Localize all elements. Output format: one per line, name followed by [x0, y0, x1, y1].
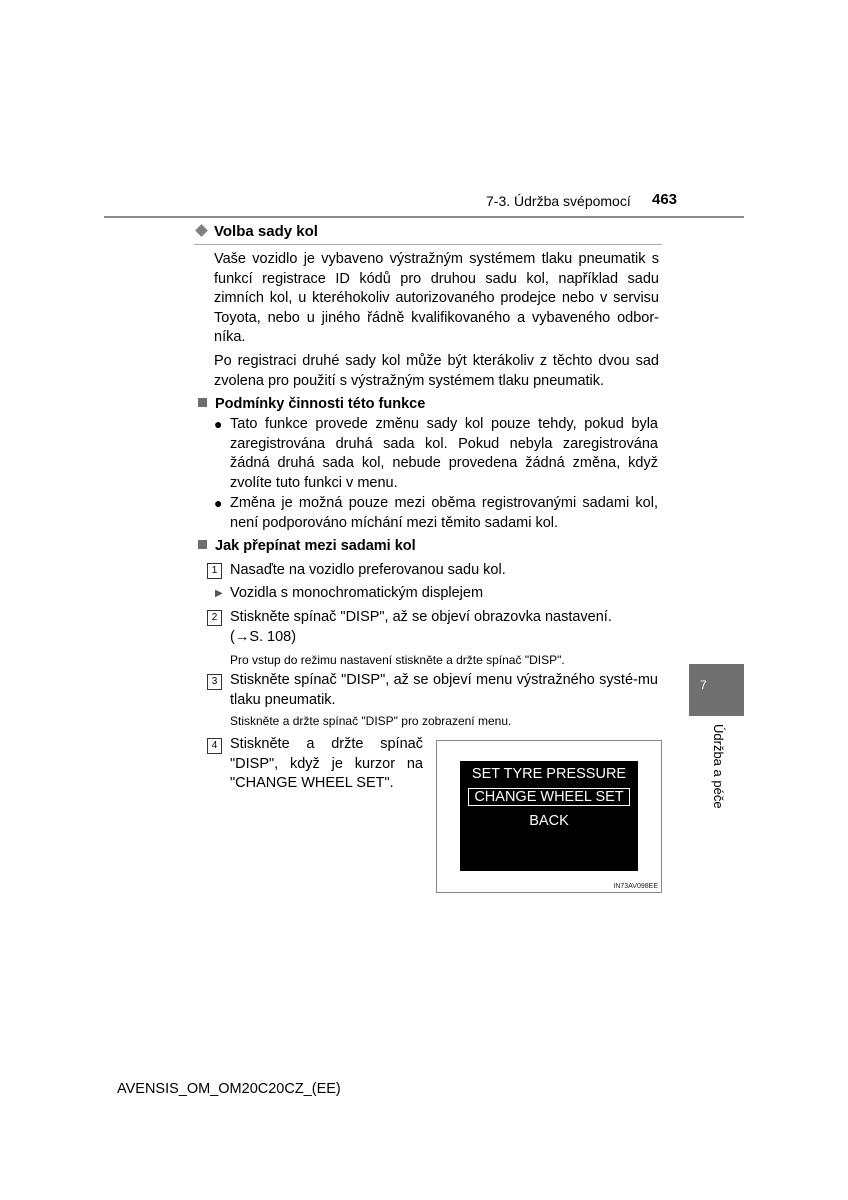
- diamond-icon: [195, 224, 208, 237]
- step-number-2: 2: [207, 610, 222, 626]
- word: držte: [331, 736, 364, 752]
- subsection-heading-switching: [195, 538, 416, 554]
- step-2-reference: (→S. 108): [230, 629, 297, 645]
- step-4-line-2: [230, 755, 423, 775]
- intro-paragraph: Vaše vozidlo je vybaveno výstražným systémem tlaku pneumatik s funkcí registrace ID kódů pro druhou sadu kol, například sadu zimních kol, u kteréhokoliv autorizovaného prodejce nebo v servisu Toyota, nebo u jiného řádně kvalifikovaného a vybaveného odbor-níka.: [214, 251, 659, 346]
- multi-info-display: [460, 761, 638, 871]
- step-4-line-1: [230, 735, 423, 755]
- vehicle-variant-label: Vozidla s monochromatickým displejem: [230, 585, 484, 601]
- word: spínač: [380, 736, 423, 752]
- square-bullet-icon: [198, 540, 207, 549]
- step-number-3: 3: [207, 674, 222, 690]
- menu-item-set-tyre-pressure: SET TYRE PRESSURE: [471, 766, 627, 782]
- triangle-right-icon: ▶: [215, 588, 223, 599]
- step-4-text: [230, 735, 423, 794]
- word: je: [331, 755, 343, 772]
- bullet-icon: ●: [214, 495, 223, 511]
- page-number: 463: [652, 191, 678, 208]
- footer-doc-code: AVENSIS_OM_OM20C20CZ_(EE): [117, 1081, 341, 1097]
- chapter-label: Údržba a péče: [711, 724, 726, 809]
- word: "DISP",: [230, 755, 279, 772]
- word: a: [306, 736, 315, 752]
- word: na: [406, 755, 423, 772]
- word: Stiskněte: [230, 736, 290, 752]
- header-rule: [104, 216, 744, 218]
- bullet-icon: ●: [214, 416, 223, 432]
- step-number-4: 4: [207, 738, 222, 754]
- word: když: [289, 755, 320, 772]
- word: kurzor: [354, 755, 396, 772]
- second-paragraph: Po registraci druhé sady kol může být kterákoliv z těchto dvou sad zvolena pro použití s výstražným systémem tlaku pneumatik.: [214, 353, 659, 389]
- bullet-item: Tato funkce provede změnu sady kol pouze tehdy, pokud byla zaregistrována druhá sada kol. Pokud nebyla zaregistrována žádná druhá sada kol, nebude provedena žádná změna, když zvolíte tuto funkci v menu.: [230, 416, 658, 491]
- running-header-section: 7-3. Údržba svépomocí: [486, 193, 631, 209]
- step-3-note: Stiskněte a držte spínač "DISP" pro zobrazení menu.: [230, 714, 512, 728]
- step-3-text: Stiskněte spínač "DISP", až se objeví menu výstražného systé-mu tlaku pneumatik.: [230, 672, 658, 708]
- step-number-1: 1: [207, 563, 222, 579]
- chapter-number: 7: [700, 678, 707, 692]
- chapter-tab: [689, 664, 744, 716]
- subsection-heading-text: Jak přepínat mezi sadami kol: [215, 538, 416, 554]
- square-bullet-icon: [198, 398, 207, 407]
- subsection-heading-conditions: [195, 396, 425, 412]
- menu-item-change-wheel-set: [460, 789, 638, 805]
- title-rule: [194, 244, 662, 245]
- section-title: [194, 223, 318, 240]
- step-1-text: Nasaďte na vozidlo preferovanou sadu kol.: [230, 562, 506, 578]
- figure-code: IN73AV098EE: [613, 883, 658, 890]
- step-2-text: Stiskněte spínač "DISP", až se objeví obrazovka nastavení.: [230, 609, 612, 625]
- selected-menu-cursor: CHANGE WHEEL SET: [468, 788, 629, 806]
- section-title-text: Volba sady kol: [214, 223, 318, 240]
- step-4-line-3: "CHANGE WHEEL SET".: [230, 775, 394, 792]
- subsection-heading-text: Podmínky činnosti této funkce: [215, 396, 426, 412]
- step-2-note: Pro vstup do režimu nastavení stiskněte a držte spínač "DISP".: [230, 653, 565, 667]
- menu-item-back: BACK: [529, 813, 569, 829]
- display-illustration: [436, 740, 662, 893]
- bullet-item: Změna je možná pouze mezi oběma registrovanými sadami kol, není podporováno míchání mezi těmito sadami kol.: [230, 495, 658, 531]
